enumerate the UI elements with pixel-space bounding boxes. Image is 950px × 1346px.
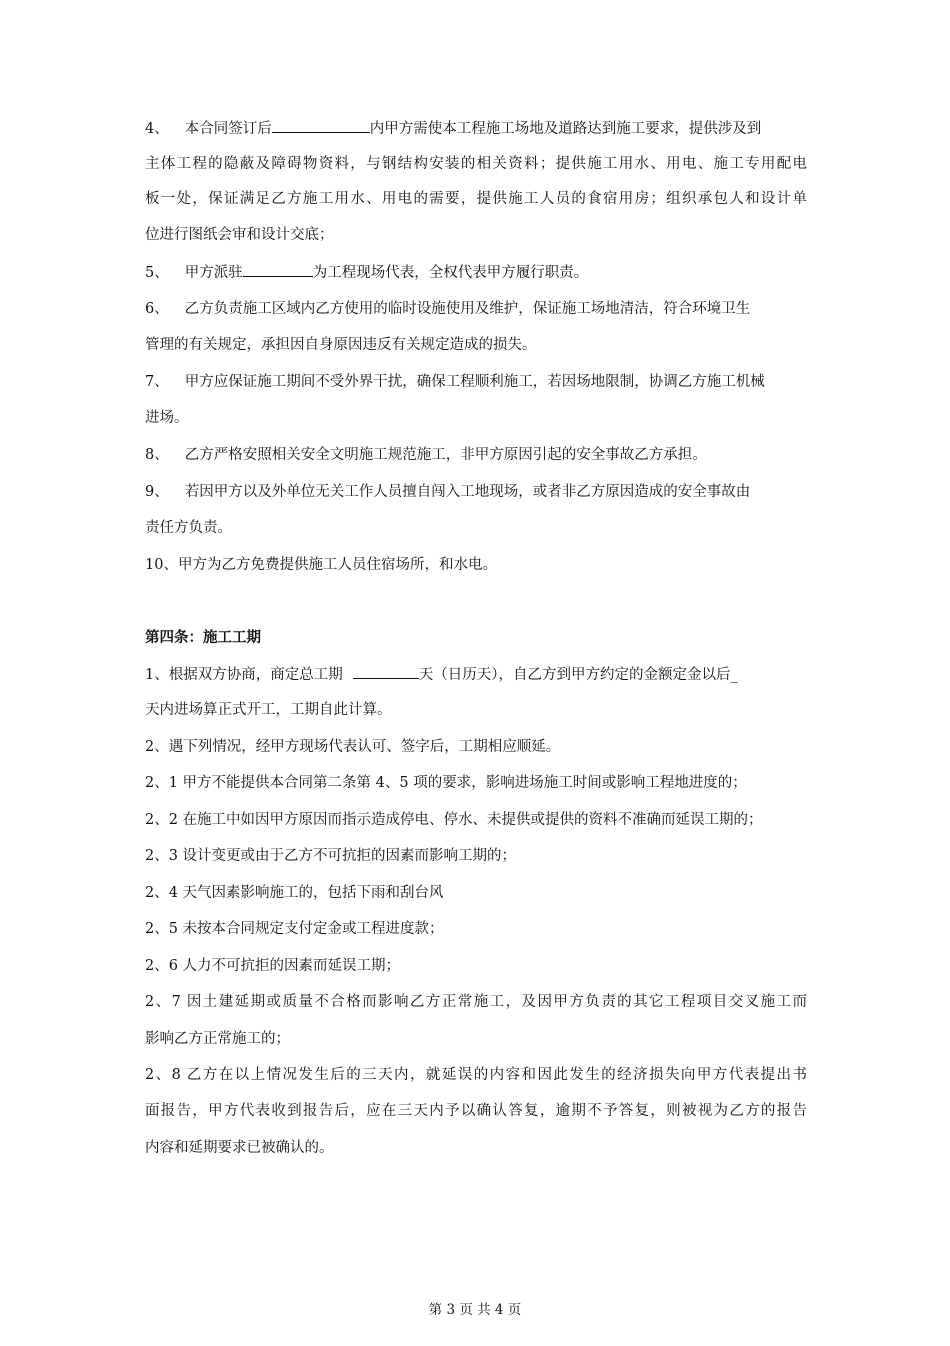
clause-2-2: 2、2 在施工中如因甲方原因而指示造成停电、停水、未提供或提供的资料不准确而延误工期的；: [145, 812, 763, 828]
item-7-line-2: 进场。: [145, 410, 189, 426]
item-8-line-1: [145, 445, 707, 465]
item-text: 乙方负责施工区域内乙方使用的临时设施使用及维护，保证施工场地清洁，符合环境卫生: [184, 301, 751, 317]
item-9-line-1: [145, 482, 750, 502]
item-text: 甲方派驻: [184, 265, 243, 281]
section-heading: 第四条：施工工期: [145, 629, 261, 646]
item-text: 甲方应保证施工期间不受外界干扰，确保工程顺利施工，若因场地限制，协调乙方施工机械: [184, 374, 765, 390]
clause-text: 1、根据双方协商，商定总工期: [145, 667, 343, 683]
clause-1-line-1: [145, 664, 738, 685]
clause-1-line-2: 天内进场算正式开工，工期自此计算。: [145, 702, 392, 718]
fill-in-blank: [243, 262, 313, 277]
item-7-line-1: [145, 372, 765, 392]
item-4-line-2: 主体工程的隐蔽及障碍物资料，与钢结构安装的相关资料；提供施工用水、用电、施工专用配电: [145, 156, 807, 172]
clause-2-4: 2、4 天气因素影响施工的，包括下雨和刮台风: [145, 885, 444, 901]
clause-2-8-line-1: 2、8 乙方在以上情况发生后的三天内，就延误的内容和因此发生的经济损失向甲方代表提出书: [145, 1067, 807, 1083]
item-4-line-1: [145, 118, 761, 139]
item-number: 6、: [145, 301, 169, 317]
item-text: 为工程现场代表，全权代表甲方履行职责。: [312, 265, 589, 281]
item-number: 9、: [145, 484, 169, 500]
item-text: 本合同签订后: [184, 121, 272, 137]
item-number: 8、: [145, 447, 169, 463]
clause-text: 天（日历天），自乙方到甲方约定的金额定金以后_: [418, 667, 738, 683]
item-4-line-3: 板一处，保证满足乙方施工用水、用电的需要，提供施工人员的食宿用房；组织承包人和设计单: [145, 191, 807, 207]
item-6-line-2: 管理的有关规定，承担因自身原因违反有关规定造成的损失。: [145, 337, 537, 353]
item-text: 内甲方需使本工程施工场地及道路达到施工要求，提供涉及到: [369, 121, 762, 137]
page-footer: 第 3 页 共 4 页: [428, 1302, 522, 1318]
item-text: 若因甲方以及外单位无关工作人员擅自闯入工地现场，或者非乙方原因造成的安全事故由: [184, 484, 751, 500]
item-6-line-1: [145, 299, 750, 319]
item-text: 乙方严格安照相关安全文明施工规范施工，非甲方原因引起的安全事故乙方承担。: [184, 447, 707, 463]
fill-in-blank: [272, 118, 370, 133]
clause-2-6: 2、6 人力不可抗拒的因素而延误工期；: [145, 958, 401, 974]
clause-2-8-line-3: 内容和延期要求已被确认的。: [145, 1140, 334, 1156]
item-4-line-4: 位进行图纸会审和设计交底；: [145, 227, 334, 243]
clause-2-3: 2、3 设计变更或由于乙方不可抗拒的因素而影响工期的；: [145, 848, 517, 864]
clause-2-8-line-2: 面报告，甲方代表收到报告后，应在三天内予以确认答复，逾期不予答复，则被视为乙方的报告: [145, 1103, 807, 1119]
item-9-line-2: 责任方负责。: [145, 520, 232, 536]
item-number: 7、: [145, 374, 169, 390]
item-5-line-1: [145, 262, 588, 283]
clause-2: 2、遇下列情况，经甲方现场代表认可、签字后，工期相应顺延。: [145, 739, 561, 755]
item-number: 4、: [145, 121, 169, 137]
clause-2-7-line-1: 2、7 因土建延期或质量不合格而影响乙方正常施工，及因甲方负责的其它工程项目交叉施工而: [145, 994, 807, 1010]
item-10-line-1: 10、甲方为乙方免费提供施工人员住宿场所，和水电。: [145, 557, 497, 573]
item-number: 5、: [145, 265, 169, 281]
fill-in-blank: [353, 664, 419, 679]
clause-2-7-line-2: 影响乙方正常施工的；: [145, 1031, 290, 1047]
clause-2-1: 2、1 甲方不能提供本合同第二条第 4、5 项的要求，影响进场施工时间或影响工程地进度的；: [145, 775, 747, 791]
clause-2-5: 2、5 未按本合同规定支付定金或工程进度款；: [145, 921, 444, 937]
